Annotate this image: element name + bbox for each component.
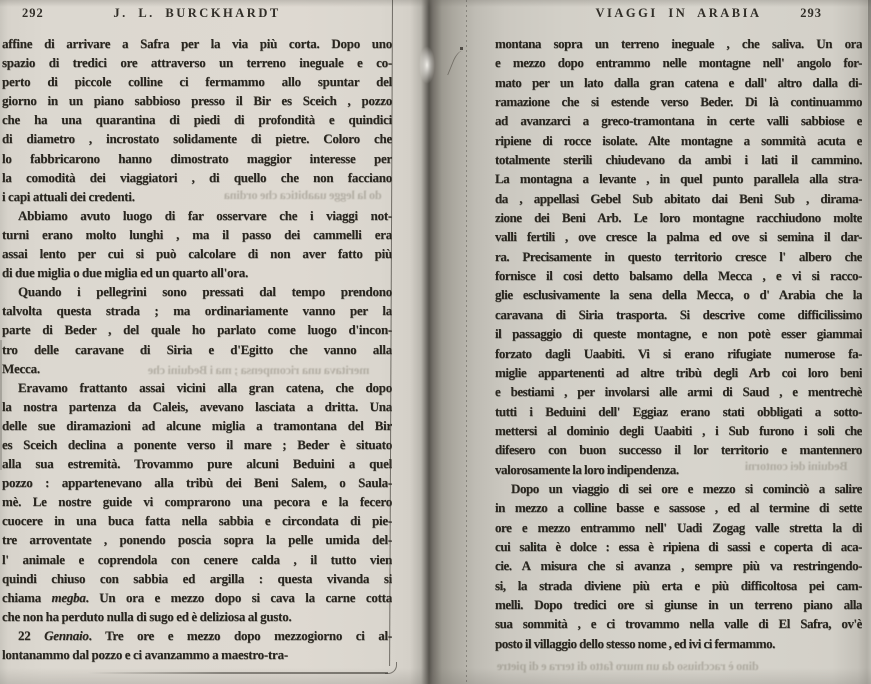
text-line: mè. Le nostre guide vi comprarono una pecora e la fecero: [2, 494, 392, 510]
left-edge-smudge: [0, 340, 2, 470]
text-line: si, la strada diviene più erta e più difficoltosa pei cam-: [495, 577, 862, 593]
text-line: quindi chiuso con sabbia ed argilla : questa vivanda si: [2, 570, 392, 586]
text-line: turni erano molto lunghi , ma il passo dei cammelli era: [2, 226, 392, 242]
scratch-mark: [447, 49, 468, 79]
bleedthrough-text: meritava una ricompensa ; ma i Beduini che: [148, 363, 370, 377]
text-line: di due miglia o due miglia ed un quarto all'ora.: [2, 265, 249, 281]
text-line: che non ha perduto nulla di sugo ed è deliziosa al gusto.: [2, 608, 292, 624]
gutter-glare: [419, 46, 435, 84]
text-line: che ha una quarantina di piedi di profondità e quindici: [2, 112, 392, 128]
text-line: tutti i Beduini dell' Eggiaz erano stati obbligati a sotto-: [495, 403, 862, 419]
text-line: ad avanzarci a greco-tramontana in certe valli sabbiose e: [495, 113, 862, 129]
text-line: e bestiami , per involarsi alle armi di Saud , e mentrechè: [495, 384, 862, 400]
bleedthrough-text: dino è racchiuso da un muro fatto di terra e di pietre: [497, 659, 759, 673]
text-line: valorosamente la loro indipendenza.: [495, 461, 679, 477]
text-line: alla sua estremità. Trovammo pure alcuni Beduini a quel: [2, 456, 392, 472]
text-line: ra. Precisamente in questo territorio cresce l' albero che: [495, 248, 862, 264]
text-line: l' animale e coprendola con cenere calda , il tutto vien: [2, 551, 392, 567]
text-line: mato per un lato dalla gran catena e dall' altro dalla di-: [495, 74, 862, 90]
text-line: tro delle caravane di Siria e d'Egitto che vanno alla: [2, 341, 392, 357]
text-line: talvolta questa strada ; ma ordinariamente vanno per la: [2, 303, 392, 319]
text-line: Mecca.: [2, 360, 40, 376]
text-line: es Sceich declina a ponente verso il mare ; Beder è situato: [2, 436, 392, 452]
text-line: tre arroventate , ponendo poscia sopra la pelle umida del-: [2, 532, 392, 548]
scratch-dot: [460, 47, 463, 50]
text-line: cie. A misura che si avanza , sempre più va restringendo-: [495, 558, 862, 574]
text-line: sua sommità , e ci trovammo nella valle di El Safra, ov'è: [495, 616, 862, 632]
text-line: glie esclusivamente la sena della Mecca, o d' Arabia che la: [495, 287, 862, 303]
text-line: totalmente sterili chiudevano da ambi i lati il cammino.: [495, 152, 862, 168]
text-line: giorno in un piano sabbioso presso il Bir es Sceich , pozzo: [2, 93, 392, 109]
text-line: perto di piccole colline ci fermammo allo spuntar del: [2, 74, 392, 90]
text-line: posto il villaggio dello stesso nome , ed ivi ci fermammo.: [495, 635, 775, 651]
text-line: Dopo un viaggio di sei ore e mezzo si cominciò a salire: [511, 480, 862, 496]
text-line: cuocere in una buca fatta nella sabbia e circondata di pie-: [2, 513, 392, 529]
text-line: forzato dagli Uaabiti. Vi si erano rifugiate numerose fa-: [495, 345, 862, 361]
left-running-head: J. L. BURCKHARDT: [113, 6, 281, 20]
text-line: di diametro , incrostato solidamente di pietre. Coloro che: [2, 131, 392, 147]
page-edge-bottom-line: [88, 672, 388, 674]
text-line: parte di Beder , del quale ho parlato come luogo d'incon-: [2, 322, 392, 338]
text-line: lo fabbricarono hanno dimostrato maggior interesse per: [2, 150, 392, 166]
right-page-header: [495, 6, 862, 22]
right-page-number: 293: [800, 6, 822, 20]
text-line: Quando i pellegrini sono pressati dal tempo prendono: [18, 284, 392, 300]
text-line: difesero con buon successo il lor territorio e mantennero: [495, 442, 862, 458]
text-line: valli fertili , ove cresce la palma ed ove si semina il dar-: [495, 229, 862, 245]
left-page-header: [2, 6, 392, 22]
text-line: spazio di tredici ore attraverso un terreno ineguale e co-: [2, 55, 392, 71]
text-line: cui salita è dolce : essa è ripiena di sassi e coperta di aca-: [495, 538, 862, 554]
text-line: Abbiamo avuto luogo di far osservare che i viaggi not-: [18, 207, 392, 223]
text-line: 22 Gennaio. Tre ore e mezzo dopo mezzogiorno ci al-: [18, 627, 392, 643]
text-line: la nostra partenza da Caleis, avevano lasciata a dritta. Una: [2, 398, 392, 414]
text-line: caravana di Siria trasporta. Si descrive come difficilissimo: [495, 306, 862, 322]
text-line: mettersi al dominio degli Uaabiti , i Sub furono i soli che: [495, 422, 862, 438]
text-line: chiama megba. Un ora e mezzo dopo si cava la carne cotta: [2, 589, 392, 605]
text-line: e mezzo dopo entrammo nelle montagne nell' angolo for-: [495, 55, 862, 71]
right-running-head: VIAGGI IN ARABIA: [595, 6, 762, 20]
bleedthrough-text: do la legge uaabitica che ordina: [224, 188, 382, 202]
text-line: delle sue diramazioni ad alcune miglia a tramontana del Bir: [2, 417, 392, 433]
text-line: i capi attuali dei credenti.: [2, 188, 135, 204]
text-line: ore e mezzo entrammo nell' Uadi Zogag valle stretta la di: [495, 519, 862, 535]
text-line: fornisce il cosi detto balsamo della Mecca , e vi si racco-: [495, 268, 862, 284]
text-line: assai lento per cui si può calcolare di non aver fatto più: [2, 246, 392, 262]
text-line: montana sopra un terreno ineguale , che saliva. Un ora: [495, 36, 862, 51]
text-line: in mezzo a colline basse e sassose , ed al termine di sette: [495, 500, 862, 516]
text-line: la comodità dei viaggiatori , di quello che non facciano: [2, 169, 392, 185]
text-line: Eravamo frattanto assai vicini alla gran catena, che dopo: [18, 379, 392, 395]
bleedthrough-text: Beduini dei contorni: [745, 459, 848, 473]
gutter-crease-line: [466, 0, 467, 684]
text-line: da , appellasi Gebel Sub abitato dai Beni Sub , dirama-: [495, 190, 862, 206]
left-page-text: [2, 34, 392, 664]
text-line: ramazione che si estende verso Beder. Di là continuammo: [495, 94, 862, 110]
text-line: miglie appartenenti ad altre tribù degli Arb coi loro beni: [495, 364, 862, 380]
text-line: il passaggio di queste montagne, e non potè esser giammai: [495, 326, 862, 342]
left-page-number: 292: [22, 6, 44, 20]
text-line: ripiene di rocce isolate. Alte montagne a sommità acuta e: [495, 132, 862, 148]
text-line: pozzo : appartenevano alla tribù dei Beni Salem, o Saula-: [2, 475, 392, 491]
text-line: La montagna a levante , in quel punto parallela alla stra-: [495, 171, 862, 187]
text-line: lontanammo dal pozzo e ci avanzammo a maestro-tra-: [2, 647, 288, 662]
right-page-text: [495, 34, 862, 673]
text-line: affine di arrivare a Safra per la via più corta. Dopo uno: [2, 36, 392, 51]
text-line: melli. Dopo tredici ore si giunse in un terreno piano alla: [495, 596, 862, 612]
text-line: zione dei Beni Arb. Le loro montagne racchiudono molte: [495, 210, 862, 226]
